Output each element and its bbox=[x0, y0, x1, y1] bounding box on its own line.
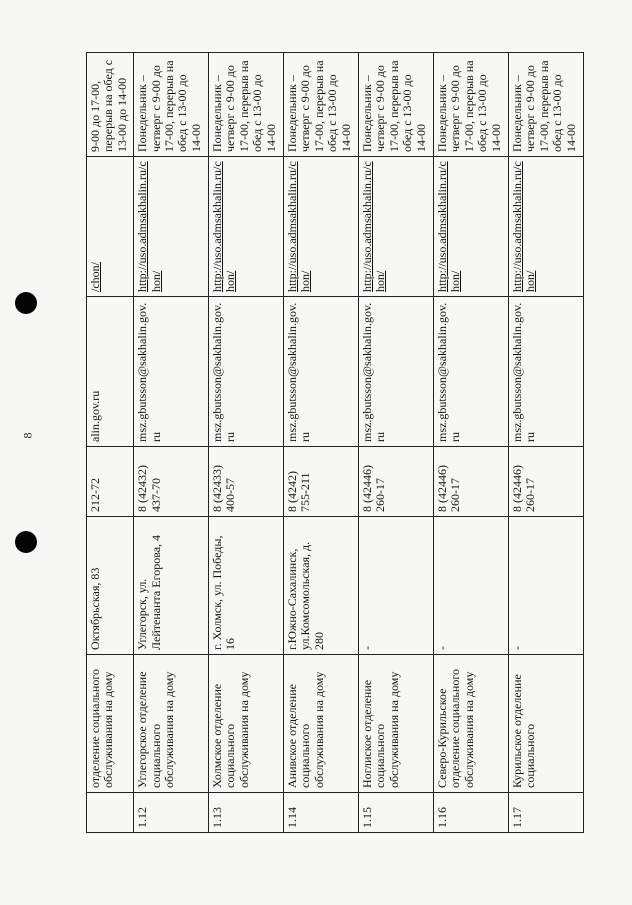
cell-email: msz.gbutsson@sakhalin.gov.ru bbox=[134, 297, 209, 447]
cell-department-name: Северо-Курильское отделение социального обслуживания на дому bbox=[434, 655, 509, 793]
cell-phone: 8 (42433) 400-57 bbox=[209, 447, 284, 517]
cell-website[interactable] bbox=[508, 157, 583, 297]
cell-department-name: Углегорское отделение социального обслуживания на дому bbox=[134, 655, 209, 793]
website-link[interactable]: http://uso.admsakhalin.ru/chon/ bbox=[509, 161, 538, 292]
punch-hole-top bbox=[15, 292, 37, 314]
cell-phone: 8 (4242) 755-211 bbox=[284, 447, 359, 517]
cell-phone: 8 (42432) 437-70 bbox=[134, 447, 209, 517]
cell-department-name: Холмское отделение социального обслуживания на дому bbox=[209, 655, 284, 793]
cell-number: 1.14 bbox=[284, 793, 359, 833]
cell-email: alin.gov.ru bbox=[87, 297, 134, 447]
cell-number: 1.16 bbox=[434, 793, 509, 833]
cell-website[interactable] bbox=[134, 157, 209, 297]
cell-number: 1.13 bbox=[209, 793, 284, 833]
cell-email: msz.gbutsson@sakhalin.gov.ru bbox=[434, 297, 509, 447]
cell-address: Углегорск, ул. Лейтенанта Егорова, 4 bbox=[134, 517, 209, 655]
cell-email: msz.gbutsson@sakhalin.gov.ru bbox=[284, 297, 359, 447]
cell-working-hours: Понедельник – четверг с 9-00 до 17-00, перерыв на обед с 13-00 до 14-00 bbox=[134, 53, 209, 157]
cell-address: Октябрьская, 83 bbox=[87, 517, 134, 655]
cell-working-hours: 9-00 до 17-00, перерыв на обед с 13-00 до 14-00 bbox=[87, 53, 134, 157]
cell-address: - bbox=[359, 517, 434, 655]
punch-hole-bottom bbox=[15, 531, 37, 553]
website-link[interactable]: http://uso.admsakhalin.ru/chon/ bbox=[435, 161, 463, 292]
table-row bbox=[134, 53, 209, 833]
table-row bbox=[508, 53, 583, 833]
table-row bbox=[87, 53, 134, 833]
cell-number: 1.12 bbox=[134, 793, 209, 833]
rotated-table-container bbox=[86, 53, 584, 833]
cell-website[interactable] bbox=[209, 157, 284, 297]
website-link[interactable]: /chon/ bbox=[88, 262, 102, 292]
cell-working-hours: Понедельник – четверг с 9-00 до 17-00, перерыв на обед с 13-00 до 14-00 bbox=[434, 53, 509, 157]
cell-number bbox=[87, 793, 134, 833]
cell-email: msz.gbutsson@sakhalin.gov.ru bbox=[508, 297, 583, 447]
cell-number: 1.17 bbox=[508, 793, 583, 833]
cell-email: msz.gbutsson@sakhalin.gov.ru bbox=[209, 297, 284, 447]
cell-working-hours: Понедельник – четверг с 9-00 до 17-00, перерыв на обед с 13-00 до 14-00 bbox=[209, 53, 284, 157]
cell-working-hours: Понедельник – четверг с 9-00 до 17-00, перерыв на обед с 13-00 до 14-00 bbox=[508, 53, 583, 157]
table-row bbox=[434, 53, 509, 833]
cell-phone: 8 (42446) 260-17 bbox=[359, 447, 434, 517]
table-row bbox=[284, 53, 359, 833]
cell-website[interactable] bbox=[434, 157, 509, 297]
cell-address: г.Южно-Сахалинск, ул.Комсомольская, д. 280 bbox=[284, 517, 359, 655]
website-link[interactable]: http://uso.admsakhalin.ru/chon/ bbox=[135, 161, 163, 292]
cell-website[interactable] bbox=[359, 157, 434, 297]
cell-address: г. Холмск, ул. Победы, 16 bbox=[209, 517, 284, 655]
table-row bbox=[359, 53, 434, 833]
cell-email: msz.gbutsson@sakhalin.gov.ru bbox=[359, 297, 434, 447]
departments-table bbox=[86, 52, 584, 833]
table-row bbox=[209, 53, 284, 833]
cell-department-name: Анивское отделение социального обслуживания на дому bbox=[284, 655, 359, 793]
cell-department-name: Курильское отделение социального bbox=[508, 655, 583, 793]
website-link[interactable]: http://uso.admsakhalin.ru/chon/ bbox=[210, 161, 238, 292]
website-link[interactable]: http://uso.admsakhalin.ru/chon/ bbox=[285, 161, 313, 292]
cell-department-name: Ноглискоe отделение социального обслуживания на дому bbox=[359, 655, 434, 793]
website-link[interactable]: http://uso.admsakhalin.ru/chon/ bbox=[360, 161, 388, 292]
cell-phone: 8 (42446) 260-17 bbox=[508, 447, 583, 517]
cell-working-hours: Понедельник – четверг с 9-00 до 17-00, перерыв на обед с 13-00 до 14-00 bbox=[359, 53, 434, 157]
cell-number: 1.15 bbox=[359, 793, 434, 833]
cell-phone: 212-72 bbox=[87, 447, 134, 517]
page-number: 8 bbox=[20, 432, 35, 439]
cell-phone: 8 (42446) 260-17 bbox=[434, 447, 509, 517]
cell-address: - bbox=[508, 517, 583, 655]
cell-website[interactable] bbox=[284, 157, 359, 297]
cell-department-name: отделение социального обслуживания на дому bbox=[87, 655, 134, 793]
table-body bbox=[87, 53, 584, 833]
cell-address: - bbox=[434, 517, 509, 655]
cell-website[interactable] bbox=[87, 157, 134, 297]
cell-working-hours: Понедельник – четверг с 9-00 до 17-00, перерыв на обед с 13-00 до 14-00 bbox=[284, 53, 359, 157]
